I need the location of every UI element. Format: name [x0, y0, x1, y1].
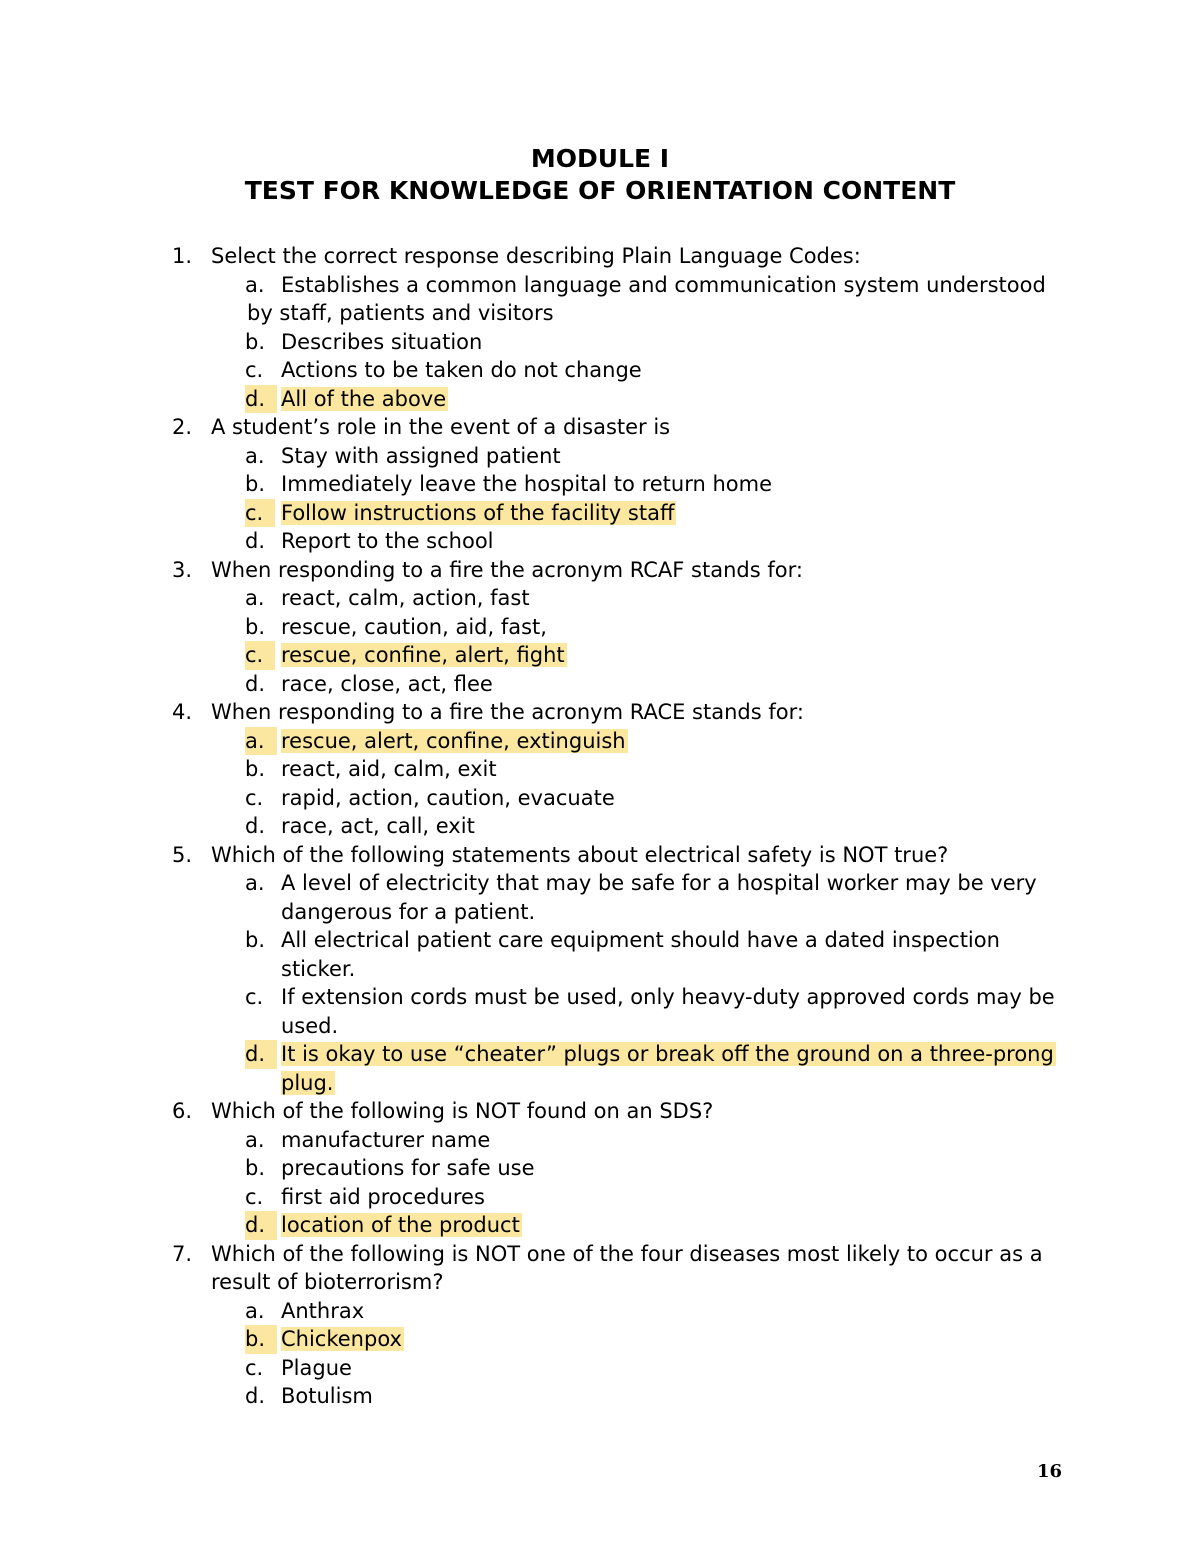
option-letter: d. — [245, 671, 266, 696]
option-text: react, calm, action, fast — [281, 586, 530, 610]
option-text: Plague — [281, 1355, 352, 1380]
answer-option-b — [0, 755, 1200, 784]
option-text: rapid, action, caution, evacuate — [281, 785, 615, 810]
question-3 — [0, 556, 1200, 699]
question-text: Select the correct response describing Plain Language Codes: — [211, 244, 861, 268]
question-4 — [0, 698, 1200, 841]
answer-option-a — [0, 1126, 1200, 1155]
answer-option-a — [0, 271, 1200, 300]
answer-option-d — [0, 527, 1200, 556]
answer-option-a-highlighted — [0, 727, 1200, 756]
option-text: precautions for safe use — [281, 1156, 535, 1180]
question-stem — [0, 1097, 1200, 1126]
option-text: All electrical patient care equipment should have a dated inspection sticker. — [281, 928, 1000, 981]
question-stem — [0, 841, 1200, 870]
question-text: Which of the following is NOT one of the four diseases most likely to occur as a result of bioterrorism? — [211, 1241, 1043, 1294]
question-6 — [0, 1097, 1200, 1240]
answer-option-a — [0, 584, 1200, 613]
answer-option-d-highlighted — [0, 385, 1200, 414]
option-letter: a. — [245, 1298, 265, 1323]
question-stem — [0, 413, 1200, 442]
option-letter: c. — [245, 1184, 264, 1209]
answer-option-c — [0, 1183, 1200, 1212]
option-text: react, aid, calm, exit — [281, 757, 497, 781]
question-text: Which of the following is NOT found on an SDS? — [211, 1099, 714, 1123]
option-letter: d. — [245, 385, 277, 414]
answer-option-c — [0, 784, 1200, 813]
question-number: 7. — [172, 1241, 193, 1266]
option-text: race, act, call, exit — [281, 814, 475, 838]
option-text: Report to the school — [281, 529, 494, 553]
question-text: When responding to a fire the acronym RACE stands for: — [211, 700, 804, 724]
option-letter: a. — [245, 871, 265, 895]
answer-option-d — [0, 812, 1200, 841]
option-letter: b. — [245, 614, 266, 639]
option-text: Stay with assigned patient — [281, 443, 561, 468]
option-text-continuation: by staff, patients and visitors — [247, 301, 554, 325]
option-letter: d. — [245, 1384, 266, 1408]
test-title: TEST FOR KNOWLEDGE OF ORIENTATION CONTENT — [244, 176, 956, 205]
answer-option-d-highlighted — [0, 1040, 1200, 1097]
page-number: 16 — [1037, 1461, 1063, 1482]
question-7 — [0, 1240, 1200, 1411]
option-letter: a. — [245, 1127, 265, 1152]
option-letter: c. — [245, 358, 264, 382]
option-letter: b. — [245, 928, 266, 952]
question-number: 4. — [172, 700, 193, 724]
option-text: Botulism — [281, 1384, 373, 1408]
answer-option-a — [0, 442, 1200, 471]
option-letter: a. — [245, 272, 265, 297]
answer-option-b — [0, 1154, 1200, 1183]
option-text: rescue, alert, confine, extinguish — [281, 728, 626, 753]
option-text: location of the product — [281, 1213, 520, 1237]
option-text: race, close, act, flee — [281, 671, 493, 696]
option-letter: a. — [245, 727, 277, 756]
answer-option-c — [0, 983, 1200, 1040]
answer-option-b — [0, 613, 1200, 642]
answer-option-continuation — [0, 299, 1200, 328]
answer-option-a — [0, 1297, 1200, 1326]
question-stem — [0, 698, 1200, 727]
question-number: 1. — [172, 244, 193, 268]
option-letter: b. — [245, 1325, 277, 1354]
question-text: A student’s role in the event of a disaster is — [211, 415, 671, 439]
option-letter: b. — [245, 1156, 266, 1180]
option-letter: a. — [245, 443, 265, 468]
option-letter: c. — [245, 641, 275, 670]
answer-option-c-highlighted — [0, 641, 1200, 670]
option-text: Anthrax — [281, 1298, 365, 1323]
option-text: If extension cords must be used, only heavy-duty approved cords may be used. — [281, 985, 1055, 1038]
question-text: Which of the following statements about electrical safety is NOT true? — [211, 842, 949, 867]
answer-option-c-highlighted — [0, 499, 1200, 528]
question-number: 3. — [172, 557, 193, 582]
question-stem — [0, 556, 1200, 585]
option-letter: d. — [245, 814, 266, 838]
option-text: Chickenpox — [281, 1327, 402, 1351]
answer-option-b — [0, 926, 1200, 983]
option-text: Actions to be taken do not change — [281, 358, 642, 382]
option-letter: d. — [245, 1211, 277, 1240]
question-stem — [0, 1240, 1200, 1297]
option-text: Follow instructions of the facility staff — [281, 500, 675, 525]
answer-option-a — [0, 869, 1200, 926]
option-text: Establishes a common language and communication system understood — [281, 272, 1046, 297]
option-letter: c. — [245, 1355, 264, 1380]
answer-option-b-highlighted — [0, 1325, 1200, 1354]
question-1 — [0, 242, 1200, 413]
option-letter: b. — [245, 472, 266, 496]
question-number: 6. — [172, 1099, 193, 1123]
answer-option-c — [0, 1354, 1200, 1383]
option-text: Describes situation — [281, 329, 483, 354]
option-text: first aid procedures — [281, 1184, 485, 1209]
answer-option-d — [0, 670, 1200, 699]
option-text: manufacturer name — [281, 1127, 491, 1152]
answer-option-b — [0, 470, 1200, 499]
option-text: rescue, caution, aid, fast, — [281, 614, 547, 639]
question-list — [0, 242, 1200, 1411]
answer-option-d-highlighted — [0, 1211, 1200, 1240]
question-text: When responding to a fire the acronym RCAF stands for: — [211, 557, 803, 582]
option-text: All of the above — [281, 386, 447, 411]
question-number: 2. — [172, 415, 193, 439]
option-text: It is okay to use “cheater” plugs or break off the ground on a three-prong plug. — [281, 1042, 1054, 1095]
option-text: A level of electricity that may be safe for a hospital worker may be very dangerous for a patient. — [281, 871, 1037, 924]
option-text: rescue, confine, alert, fight — [281, 643, 565, 667]
option-letter: b. — [245, 757, 266, 781]
option-letter: a. — [245, 586, 265, 610]
question-number: 5. — [172, 842, 193, 867]
answer-option-c — [0, 356, 1200, 385]
option-text: Immediately leave the hospital to return home — [281, 472, 772, 496]
option-letter: b. — [245, 329, 266, 354]
question-stem — [0, 242, 1200, 271]
option-letter: c. — [245, 499, 275, 528]
module-title: MODULE I — [530, 144, 670, 173]
option-letter: c. — [245, 985, 264, 1009]
option-letter: d. — [245, 1040, 277, 1069]
answer-option-d — [0, 1382, 1200, 1411]
answer-option-b — [0, 328, 1200, 357]
question-5 — [0, 841, 1200, 1098]
question-2 — [0, 413, 1200, 556]
option-letter: d. — [245, 529, 266, 553]
option-letter: c. — [245, 785, 264, 810]
